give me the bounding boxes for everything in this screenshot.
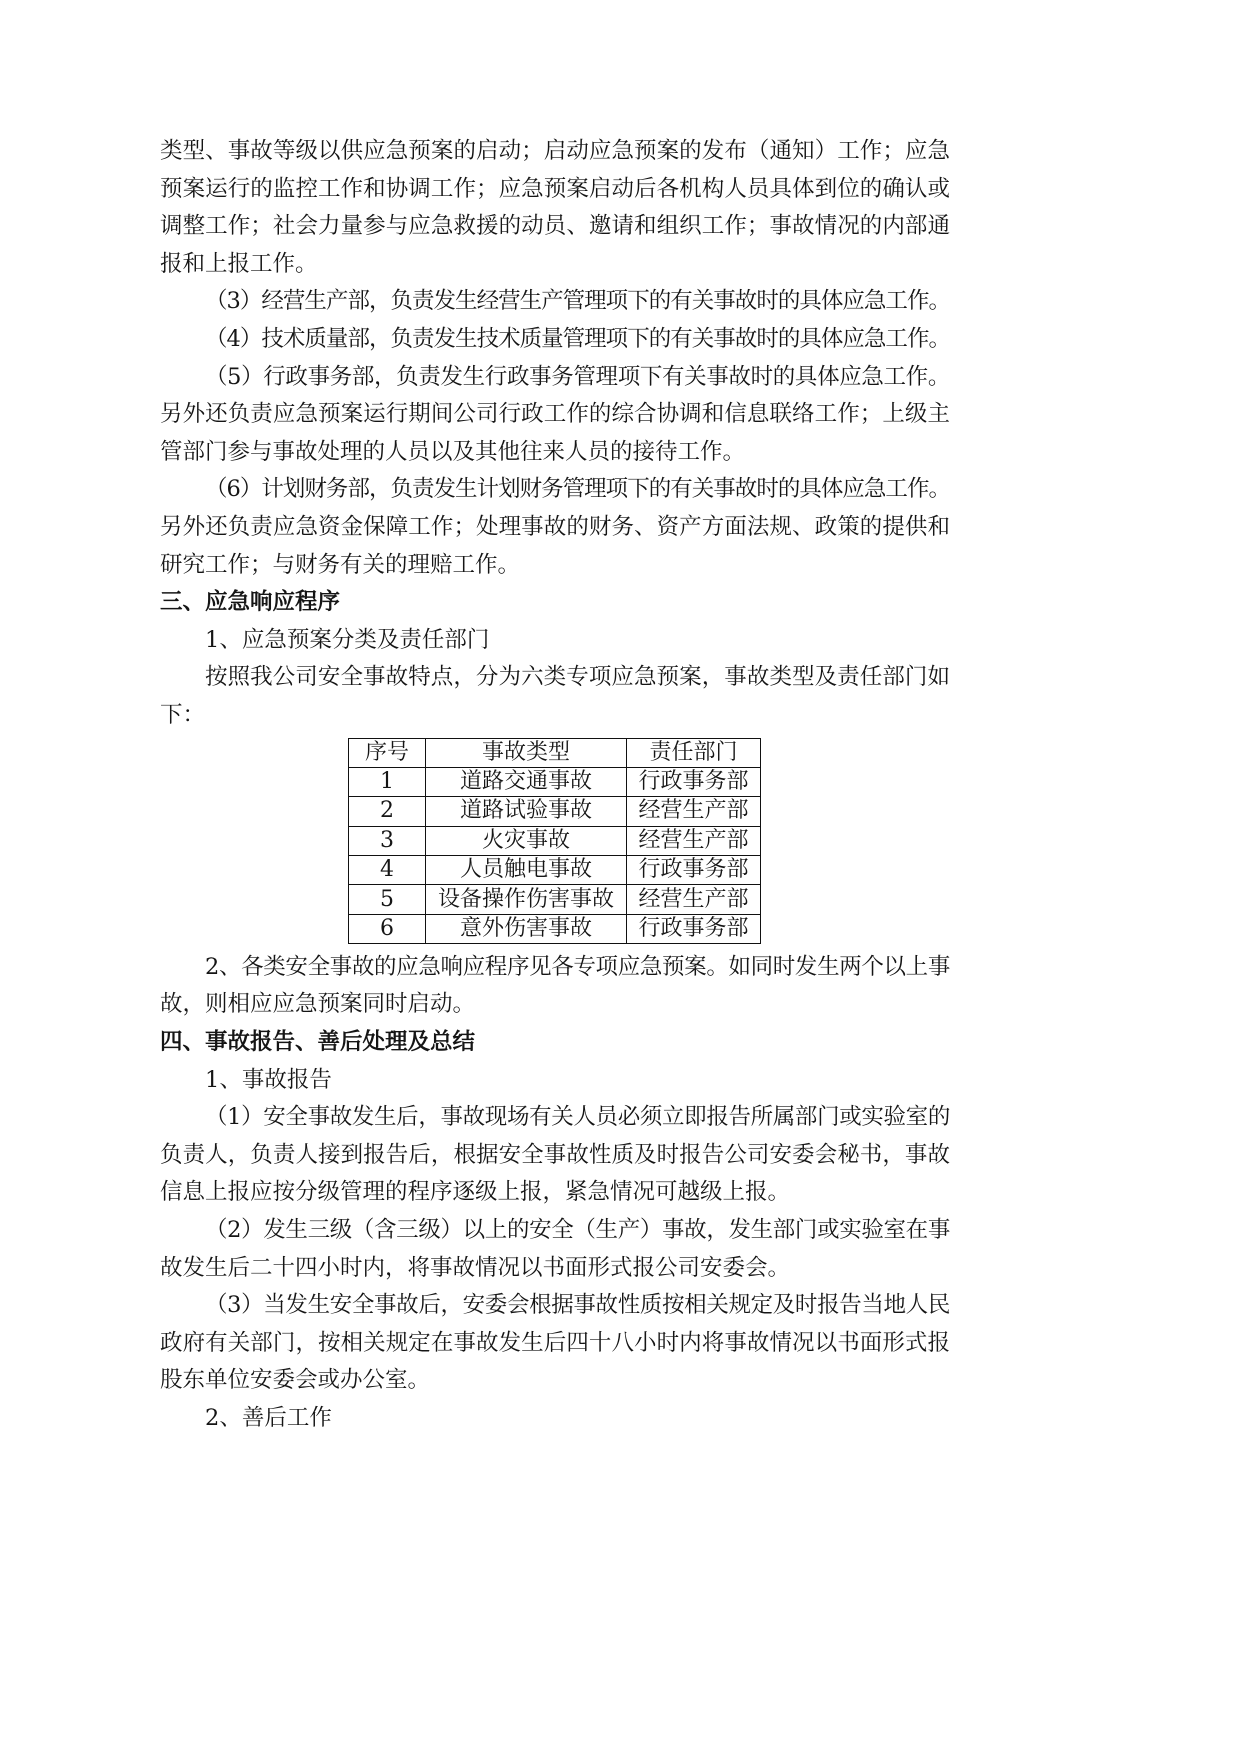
paragraph-line: （3）经营生产部，负责发生经营生产管理项下的有关事故时的具体应急工作。 (205, 288, 950, 315)
table-cell: 经营生产部 (627, 797, 761, 826)
document-body (160, 133, 950, 1438)
paragraph-line: （3）当发生安全事故后，安委会根据事故性质按相关规定及时报告当地人民 (205, 1292, 950, 1319)
paragraph-line: 调整工作；社会力量参与应急救援的动员、邀请和组织工作；事故情况的内部通 (160, 213, 950, 240)
table-cell: 人员触电事故 (426, 856, 627, 885)
table-row (349, 856, 761, 885)
paragraph-line: （1）安全事故发生后，事故现场有关人员必须立即报告所属部门或实验室的 (205, 1104, 950, 1131)
section-note-paragraph (160, 949, 950, 1024)
subsection-heading: 2、善后工作 (205, 1405, 332, 1432)
report-item-paragraph (160, 1099, 950, 1212)
intro-paragraph (160, 133, 950, 283)
responsibility-table (348, 738, 760, 946)
subsection-heading: 1、应急预案分类及责任部门 (205, 626, 490, 653)
table-cell: 经营生产部 (627, 826, 761, 855)
paragraph-line: 按照我公司安全事故特点，分为六类专项应急预案，事故类型及责任部门如 (205, 664, 950, 691)
paragraph-line: 股东单位安委会或办公室。 (160, 1367, 431, 1394)
report-item-paragraph (160, 1212, 950, 1287)
paragraph-line: 信息上报应按分级管理的程序逐级上报，紧急情况可越级上报。 (160, 1179, 791, 1206)
table-cell: 行政事务部 (627, 914, 761, 943)
department-paragraph (160, 471, 950, 584)
paragraph-line: 类型、事故等级以供应急预案的启动；启动应急预案的发布（通知）工作；应急 (160, 138, 950, 164)
paragraph-line: 下： (160, 701, 206, 728)
subsection-heading: 1、事故报告 (205, 1066, 332, 1093)
paragraph-line: 研究工作；与财务有关的理赔工作。 (160, 551, 521, 578)
department-paragraph (160, 321, 950, 359)
table-cell: 意外伤害事故 (426, 914, 627, 943)
table-cell: 行政事务部 (627, 767, 761, 796)
table-row (349, 826, 761, 855)
paragraph-line: 报和上报工作。 (160, 250, 318, 277)
department-paragraph (160, 283, 950, 321)
table-cell: 设备操作伤害事故 (426, 885, 627, 914)
paragraph-line: （6）计划财务部，负责发生计划财务管理项下的有关事故时的具体应急工作。 (205, 476, 950, 503)
paragraph-line: 2、各类安全事故的应急响应程序见各专项应急预案。如同时发生两个以上事 (205, 953, 950, 980)
paragraph-line: 另外还负责应急预案运行期间公司行政工作的综合协调和信息联络工作；上级主 (160, 401, 950, 428)
paragraph-line: 故发生后二十四小时内，将事故情况以书面形式报公司安委会。 (160, 1254, 791, 1281)
paragraph-line: （4）技术质量部，负责发生技术质量管理项下的有关事故时的具体应急工作。 (205, 325, 950, 352)
paragraph-line: 故，则相应应急预案同时启动。 (160, 991, 476, 1018)
table-row (349, 914, 761, 943)
paragraph-line: （5）行政事务部，负责发生行政事务管理项下有关事故时的具体应急工作。 (205, 363, 950, 390)
report-item-paragraph (160, 1287, 950, 1400)
section-heading: 四、事故报告、善后处理及总结 (160, 1029, 476, 1056)
table-cell: 道路交通事故 (426, 767, 627, 796)
table-row (349, 797, 761, 826)
table-header-cell: 责任部门 (627, 738, 761, 767)
table-cell: 3 (349, 826, 426, 855)
section-intro-paragraph (160, 659, 950, 734)
paragraph-line: 负责人，负责人接到报告后，根据安全事故性质及时报告公司安委会秘书，事故 (160, 1141, 950, 1168)
table-cell: 6 (349, 914, 426, 943)
table-cell: 5 (349, 885, 426, 914)
table-row (349, 767, 761, 796)
paragraph-line: 管部门参与事故处理的人员以及其他往来人员的接待工作。 (160, 438, 746, 465)
paragraph-line: 政府有关部门，按相关规定在事故发生后四十八小时内将事故情况以书面形式报 (160, 1329, 950, 1356)
table-header-cell: 序号 (349, 738, 426, 767)
table-cell: 4 (349, 856, 426, 885)
table-cell: 经营生产部 (627, 885, 761, 914)
table-cell: 道路试验事故 (426, 797, 627, 826)
table-header-row (349, 738, 761, 767)
table-cell: 1 (349, 767, 426, 796)
table-cell: 2 (349, 797, 426, 826)
department-paragraph (160, 359, 950, 472)
table-row (349, 885, 761, 914)
table-header-cell: 事故类型 (426, 738, 627, 767)
table-cell: 行政事务部 (627, 856, 761, 885)
table-cell: 火灾事故 (426, 826, 627, 855)
section-heading: 三、应急响应程序 (160, 589, 341, 616)
paragraph-line: 预案运行的监控工作和协调工作；应急预案启动后各机构人员具体到位的确认或 (160, 175, 950, 202)
paragraph-line: 另外还负责应急资金保障工作；处理事故的财务、资产方面法规、政策的提供和 (160, 513, 950, 540)
paragraph-line: （2）发生三级（含三级）以上的安全（生产）事故，发生部门或实验室在事 (205, 1217, 950, 1244)
